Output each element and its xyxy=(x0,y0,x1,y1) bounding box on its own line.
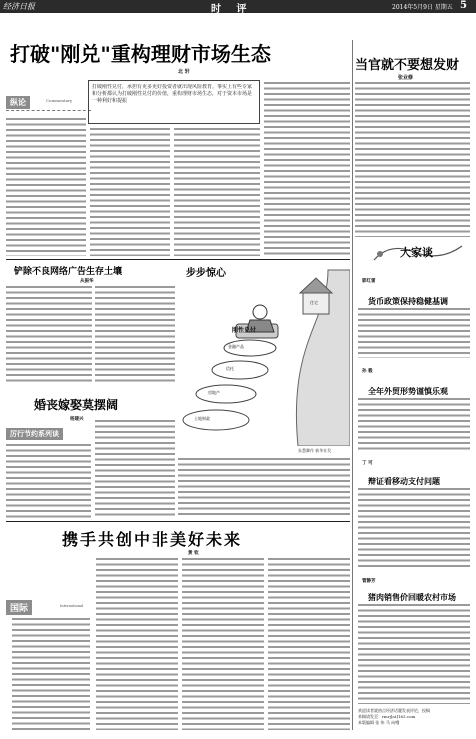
cartoon-step-4: 土地财政 xyxy=(194,416,210,421)
saving-series-label: 厉行节约系列谈 xyxy=(10,429,59,438)
section-rule-2 xyxy=(6,521,350,522)
saving-series-tag xyxy=(6,428,63,440)
ads-headline: 铲除不良网络广告生存土壤 xyxy=(14,267,123,277)
ads-body-col1 xyxy=(6,286,92,382)
right-top-byline: 张业修 xyxy=(398,75,414,81)
dajia-author-4: 管静芳 xyxy=(362,579,376,584)
footer-note xyxy=(358,708,472,726)
section-rule xyxy=(6,259,350,260)
ads-byline: 从振华 xyxy=(80,279,94,284)
intl-tag xyxy=(6,600,32,615)
dajia-author-3: 丁 可 xyxy=(362,461,373,466)
lead-body-col3 xyxy=(174,128,260,256)
review-tag-en: Commentary xyxy=(46,98,73,103)
dajia-headline-4: 猪肉销售价回暖农村市场 xyxy=(368,592,456,602)
dajia-headline-3: 辩证看移动支付问题 xyxy=(368,476,440,486)
cartoon-house-label: 住宅 xyxy=(310,300,318,305)
dajia-body-3 xyxy=(358,488,470,570)
lead-body-col4 xyxy=(264,82,350,257)
lead-byline: 北 轩 xyxy=(178,69,190,75)
column-divider xyxy=(352,40,353,730)
pull-quote-text: 打破刚性兑付，承担有更多更好投资者就出现风险教育。事实上有些专家和分析都认为打破刚性兑付的价值，重构理财市场生态，对于资本市场是一种利好和提振 xyxy=(92,84,253,104)
africa-headline: 携手共创中非美好未来 xyxy=(62,530,243,549)
ads-body-col2 xyxy=(95,286,175,382)
dajia-body-2 xyxy=(358,398,470,450)
pull-quote-box xyxy=(88,80,260,124)
dajia-headline-2: 全年外贸形势谨慎乐观 xyxy=(368,386,448,396)
cartoon-step-3: 房地产 xyxy=(208,390,220,395)
dajia-body-1 xyxy=(358,308,470,358)
issue-date: 2014年5月9日 星期五 xyxy=(392,4,453,11)
wedding-body-col1 xyxy=(6,444,91,518)
right-top-body xyxy=(355,82,470,237)
cartoon-credit: 朱慧卿作 新华社发 xyxy=(298,448,332,453)
footer-editors: 本版编辑 张 伟 马 向峨 xyxy=(358,720,400,725)
cartoon-step-1: 金融产品 xyxy=(228,344,244,349)
footer-email: 来稿请发至：rmrj[at]163.com xyxy=(358,714,416,719)
footer-line-1: 欢迎读者就热点经济话题发表评论，投稿 xyxy=(358,708,430,713)
intl-tag-en: International xyxy=(60,604,84,608)
lead-headline: 打破"刚兑"重构理财市场生态 xyxy=(10,42,271,66)
cartoon-title: 步步惊心 xyxy=(186,268,226,279)
cartoon-caption-text xyxy=(178,458,350,518)
right-top-headline: 当官就不要想发财 xyxy=(355,58,460,73)
lead-body-col1 xyxy=(6,118,86,256)
dajia-body-4 xyxy=(358,604,470,704)
cartoon-ribbon-label: 刚性兑付 xyxy=(232,327,257,334)
dajia-headline-1: 货币政策保持稳健基调 xyxy=(368,296,448,306)
masthead-bar xyxy=(0,0,476,13)
dajia-author-2: 孙 毅 xyxy=(362,369,373,374)
africa-lede xyxy=(12,618,90,730)
review-tag xyxy=(6,96,30,109)
wedding-body-col2 xyxy=(95,420,175,518)
page-number: 5 xyxy=(460,0,467,11)
africa-body-col1 xyxy=(96,558,178,730)
lead-body-col2 xyxy=(90,128,170,256)
dajia-title: 大家谈 xyxy=(400,246,433,259)
wedding-byline: 杨建兴 xyxy=(70,417,84,422)
africa-byline: 黄 钦 xyxy=(188,551,199,556)
cartoon-step-2: 信托 xyxy=(226,366,234,371)
intl-tag-label: 国际 xyxy=(10,604,29,614)
africa-body-col2 xyxy=(182,558,264,730)
dajia-banner xyxy=(370,240,466,266)
africa-body-col3 xyxy=(268,558,350,730)
review-tag-label: 纵论 xyxy=(10,97,26,107)
newspaper-logo: 经济日报 xyxy=(3,2,35,11)
divider xyxy=(6,110,91,111)
dajia-author-1: 郭红雷 xyxy=(362,279,376,284)
cartoon-illustration xyxy=(178,262,350,446)
section-title: 时 评 xyxy=(211,4,253,15)
wedding-headline: 婚丧嫁娶莫摆阔 xyxy=(34,398,119,412)
